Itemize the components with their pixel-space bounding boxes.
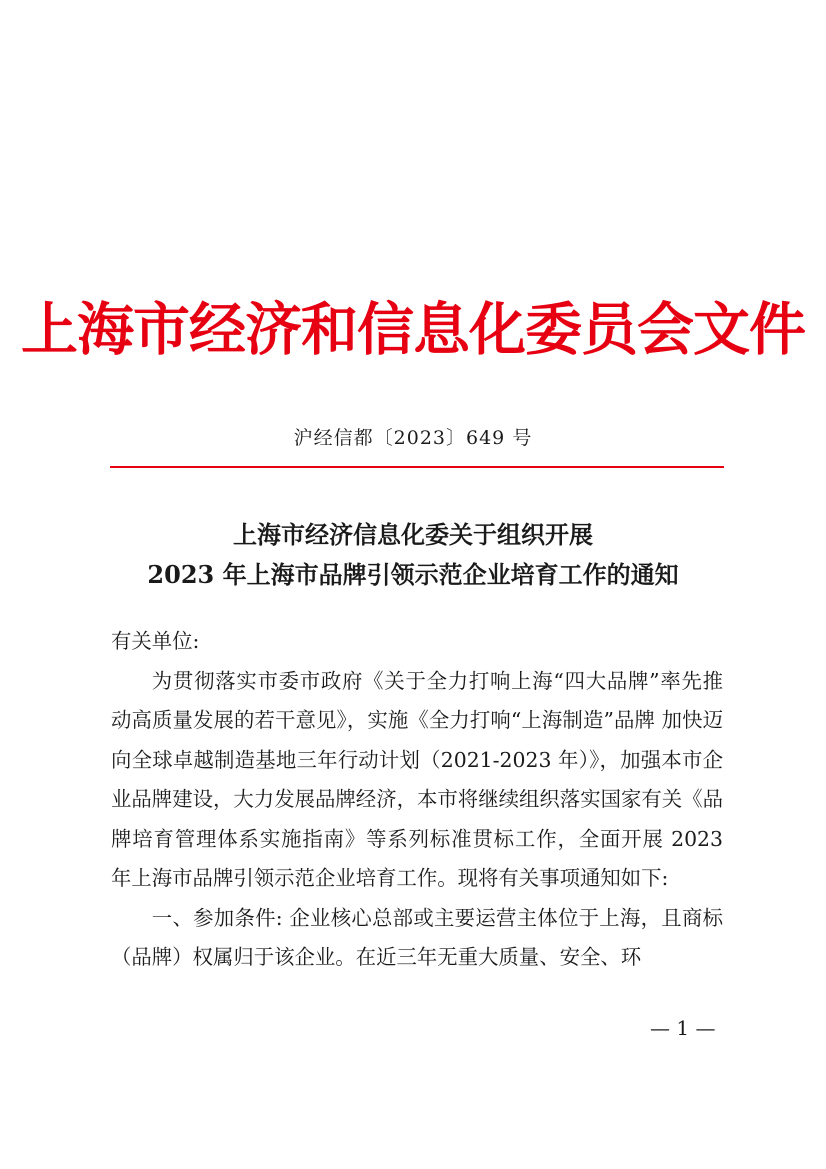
title-line-2: 2023 年上海市品牌引领示范企业培育工作的通知: [147, 560, 679, 589]
title-line-1: 上海市经济信息化委关于组织开展: [233, 520, 593, 549]
salutation: 有关单位:: [111, 629, 200, 653]
document-body: [111, 622, 723, 978]
paragraph-intro: 为贯彻落实市委市政府《关于全力打响上海“四大品牌”率先推动高质量发展的若干意见》，实施《全力打响“上海制造”品牌 加快迈向全球卓越制造基地三年行动计划（2021-2023 年）》，加强本市企业品牌建设，大力发展品牌经济，本市将继续组织落实国家有关《品牌培育管理体系实施指南》等系列标准贯标工作，全面开展 2023 年上海市品牌引领示范企业培育工作。现将有关事项通知如下:: [111, 668, 723, 890]
issuer-header: 上海市经济和信息化委员会文件: [21, 296, 805, 363]
paragraph-conditions: 一、参加条件: 企业核心总部或主要运营主体位于上海，且商标（品牌）权属归于该企业。在近三年无重大质量、安全、环: [111, 905, 723, 969]
red-divider: [110, 466, 724, 468]
page-number: — 1 —: [650, 1016, 716, 1040]
document-number: 沪经信都〔2023〕649 号: [293, 427, 533, 449]
document-title: [0, 515, 826, 595]
